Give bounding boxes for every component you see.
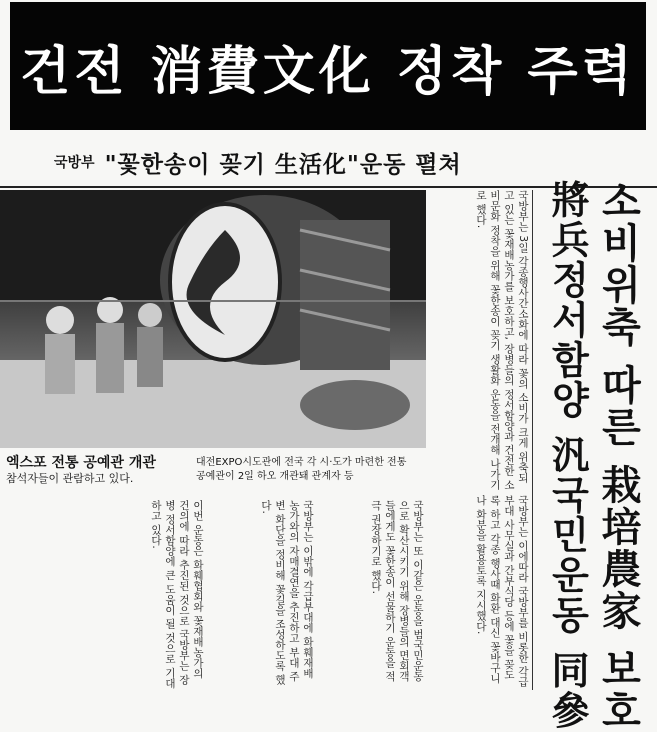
headline: 건전 消費文化 정착 주력 [10, 2, 646, 130]
subhead-title: "꽃한송이 꽂기 生活化"운동 펼쳐 [104, 151, 462, 178]
vertical-headline-1: 소비위축 따른 栽培農家 보호 [595, 180, 641, 732]
news-photo [0, 190, 426, 448]
caption-line1: 참석자들이 관람하고 있다. [6, 472, 134, 485]
subheadline [54, 145, 634, 179]
body-column-1: 국방부는 3일 각종행사간소화에 따라 꽃의 소비가 크게 위축되고 있는 꽃재배농가를 보호하고, 장병들의 정서함양과 건전한 소비문화 정착을 위해 꽃한송이 꽂기 생활화 운동을 전개해 나가기로 했다. [475, 190, 529, 490]
subhead-source: 국방부 [54, 155, 95, 171]
body-column-2: 국방부는 이에따라 국방부를 비롯한 각급부대 사무실과 간부식당 등에 꽃을 꽂도록 하고 각종 행사때 화환 대신 꽃바구니나 화분을 활용토록 지시했다. [475, 495, 529, 687]
caption-title: 엑스포 전통 공예관 개관 [6, 455, 156, 471]
drum-photo-illustration [0, 190, 426, 448]
body-column-4: 국방부는 이밖에 각급부대에 화훼재배 농가와의 자매결연을 추진하고 부대 주변 화단을 정비해 꽃길을 조성하도록 했다. [260, 500, 314, 685]
body-column-5: 이번 운동은 화훼협회와 꽃재배농가의 건의에 따라 추진된 것으로 국방부는 장병 정서함양에 큰 도움이 될 것으로 기대하고 있다. [150, 500, 204, 689]
photo-caption [6, 456, 426, 486]
vertical-headline-2: 將兵정서함양 汎국민운동 同參 [545, 180, 589, 731]
body-column-3: 국방부는 또 이같은 운동을 범국민운동으로 확산시키기 위해 장병들의 면회객들에게도 꽃한송이 선물하기 운동을 적극 권장하기로 했다. [370, 500, 424, 682]
caption-line2: 대전EXPO시도관에 전국 각 시·도가 마련한 전통공예관이 2일 하오 개관돼 관계자 등 [196, 457, 407, 482]
column-divider [532, 190, 533, 690]
